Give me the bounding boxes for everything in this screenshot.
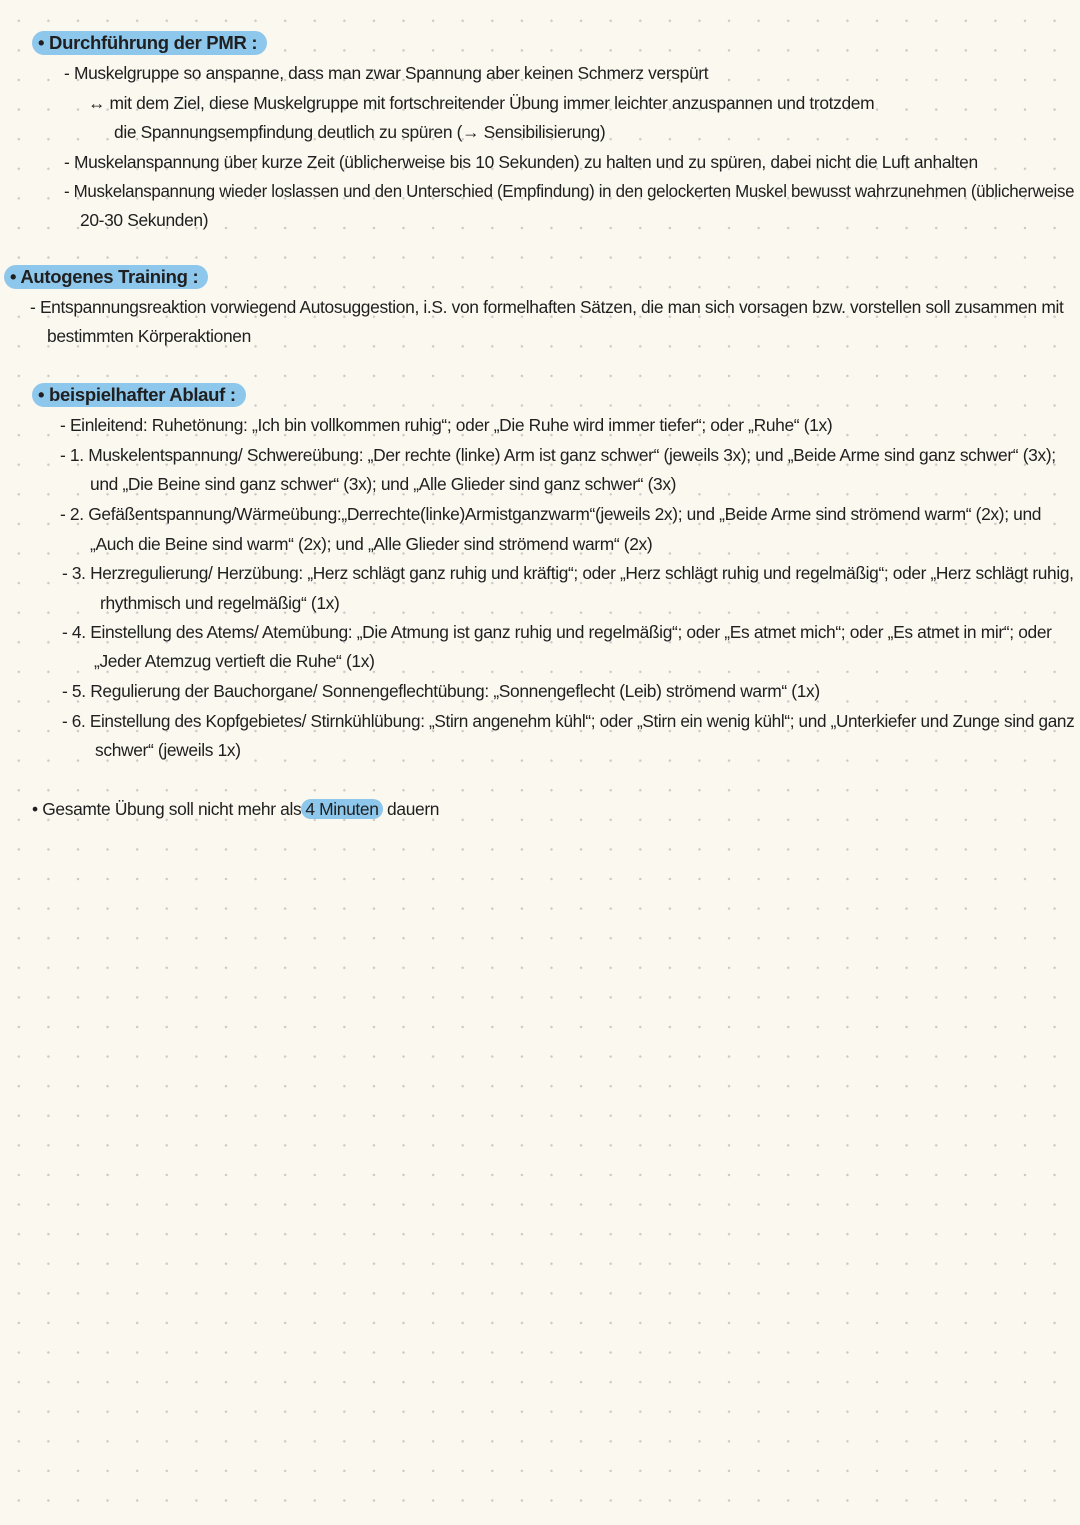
autogenes-item-1-continued [47,324,251,348]
heading-text: beispielhafter Ablauf : [49,384,236,405]
item-text: Muskelgruppe so anspanne, dass man zwar Spannung aber keinen Schmerz verspürt [73,63,709,83]
ablauf-step-1-continued [90,472,676,496]
ablauf-step-intro [60,413,832,437]
double-arrow-icon: ↔ [88,93,106,113]
pmr-item-2-continued [114,120,605,144]
dash-marker: - [64,181,70,201]
step-number: - 1. [60,445,84,465]
pmr-item-3 [64,150,978,174]
heading-text: Autogenes Training : [20,266,199,287]
item-text: rhythmisch und regelmäßig“ (1x) [100,593,340,613]
item-text: „Jeder Atemzug vertieft die Ruhe“ (1x) [94,651,375,671]
dash-marker: - [64,152,70,172]
item-text: die Spannungsempfindung deutlich zu spüren (→ Sensibilisierung) [114,122,606,142]
pmr-item-2 [88,91,874,115]
summary-text-after: dauern [387,799,440,819]
dash-marker: - [64,63,70,83]
summary-highlight-duration: 4 Minuten [301,799,382,819]
step-number: - 6. [62,711,86,731]
ablauf-step-5 [62,679,820,703]
item-text: und „Die Beine sind ganz schwer“ (3x); und „Alle Glieder sind ganz schwer“ (3x) [90,474,677,494]
ablauf-step-6-continued [95,738,241,762]
dash-marker: - [60,415,66,435]
ablauf-step-6 [62,709,1074,733]
item-text: Herzregulierung/ Herzübung: „Herz schlägt ganz ruhig und kräftig“; oder „Herz schlägt ruhig und regelmäßig“; oder „Herz schlägt ruhig, [90,563,1074,583]
pmr-item-4 [64,179,1074,203]
item-text: Regulierung der Bauchorgane/ Sonnengeflechtübung: „Sonnengeflecht (Leib) strömend warm“ (1x) [90,681,820,701]
item-text: Muskelanspannung über kurze Zeit (üblicherweise bis 10 Sekunden) zu halten und zu spüren, dabei nicht die Luft anhalten [73,152,978,172]
summary-text-before: Gesamte Übung soll nicht mehr als [42,799,302,819]
autogenes-heading [4,265,208,289]
item-text: Muskelanspannung wieder loslassen und den Unterschied (Empfindung) in den gelockerten Muskel bewusst wahrzunehmen (üblicherweise [73,181,1075,201]
heading-bullet: • [10,266,17,287]
bullet-marker: • [32,799,38,819]
step-number: - 2. [60,504,84,524]
ablauf-step-2 [60,502,1041,526]
pmr-heading [32,31,267,55]
item-text: „Auch die Beine sind warm“ (2x); und „Alle Glieder sind strömend warm“ (2x) [90,534,653,554]
step-number: - 3. [62,563,86,583]
ablauf-step-3-continued [100,591,339,615]
heading-text: Durchführung der PMR : [49,32,258,53]
heading-bullet: • [38,384,45,405]
item-text: Einleitend: Ruhetönung: „Ich bin vollkommen ruhig“; oder „Die Ruhe wird immer tiefer“; oder „Ruhe“ (1x) [69,415,833,435]
item-text: mit dem Ziel, diese Muskelgruppe mit fortschreitender Übung immer leichter anzuspannen und trotzdem [109,93,875,113]
item-text: schwer“ (jeweils 1x) [95,740,241,760]
item-text: bestimmten Körperaktionen [47,326,251,346]
item-text: Entspannungsreaktion vorwiegend Autosuggestion, i.S. von formelhaften Sätzen, die man sich vorsagen bzw. vorstellen soll zusammen mit [39,297,1064,317]
ablauf-step-3 [62,561,1074,585]
step-number: - 5. [62,681,86,701]
ablauf-step-1 [60,443,1056,467]
item-text: Gefäßentspannung/Wärmeübung:„Derrechte(linke)Armistganzwarm“(jeweils 2x); und „Beide Arme sind strömend warm“ (2x); und [88,504,1042,524]
summary-line [32,797,439,821]
dash-marker: - [30,297,36,317]
ablauf-step-2-continued [90,532,652,556]
heading-bullet: • [38,32,45,53]
item-text: 20-30 Sekunden) [80,210,209,230]
ablauf-heading [32,383,246,407]
ablauf-step-4 [62,620,1052,644]
step-number: - 4. [62,622,86,642]
item-text: Einstellung des Atems/ Atemübung: „Die Atmung ist ganz ruhig und regelmäßig“; oder „Es atmet mich“; oder „Es atmet in mir“; oder [90,622,1052,642]
item-text: Muskelentspannung/ Schwereübung: „Der rechte (linke) Arm ist ganz schwer“ (jeweils 3x); und „Beide Arme sind ganz schwer“ (3x); [88,445,1056,465]
pmr-item-4-continued [80,208,208,232]
autogenes-item-1 [30,295,1064,319]
ablauf-step-4-continued [94,649,375,673]
pmr-item-1 [64,61,708,85]
item-text: Einstellung des Kopfgebietes/ Stirnkühlübung: „Stirn angenehm kühl“; oder „Stirn ein wenig kühl“; und „Unterkiefer und Zunge sind ganz [89,711,1075,731]
